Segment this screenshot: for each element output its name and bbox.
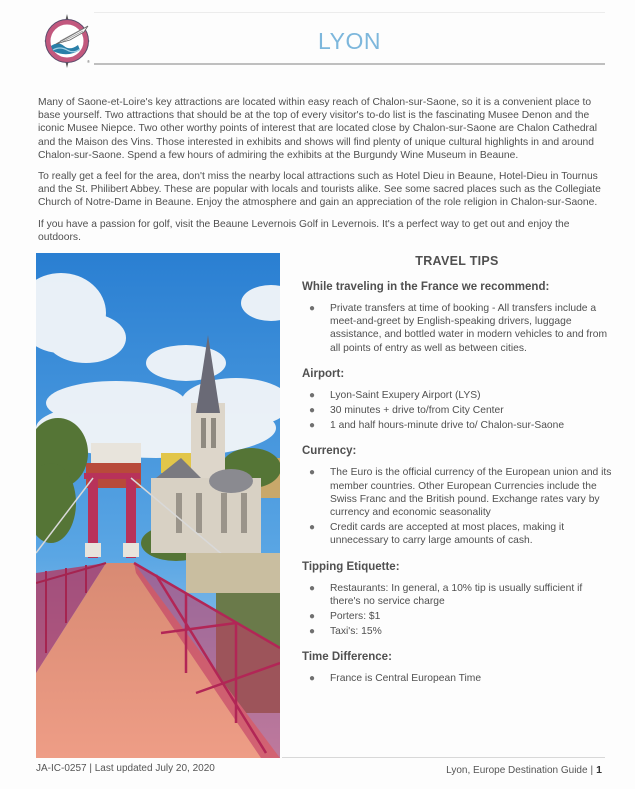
page-number: 1 — [596, 764, 602, 776]
list-item: ● Porters: $1 — [309, 611, 381, 623]
lyon-bridge-photo — [36, 253, 280, 758]
tips-heading-airport: Airport: — [302, 367, 345, 380]
bullet-icon: ● — [309, 420, 316, 432]
tips-heading-currency: Currency: — [302, 445, 357, 458]
tips-list-airport — [302, 389, 612, 433]
bullet-icon: ● — [309, 582, 316, 594]
travel-tips-section — [302, 254, 612, 699]
footer-guide-info — [446, 764, 602, 776]
tips-list-currency — [302, 466, 612, 547]
intro-paragraph: To really get a feel for the area, don't miss the nearby local attractions such as Hotel Dieu in Beaune, Hotel-Dieu in Tournus and the St. Philibert Abbey. These are popular with locals and tourists alike. See some sacred places such as the Collegiate Church of Notre-Dame in Beaune. Enjoy the atmosphere and gain an appreciation of the role religion in Chalon-sur-Saone. — [38, 171, 601, 209]
bullet-icon: ● — [309, 626, 316, 638]
footer-divider — [282, 757, 605, 758]
intro-paragraph: If you have a passion for golf, visit the Beaune Levernois Golf in Levernois. It's a perfect way to get out and enjoy the outdoors. — [38, 218, 570, 243]
list-item: ● Credit cards are accepted at most places, making it unnecessary to carry large amounts of cash. — [309, 522, 565, 547]
tips-heading-tipping: Tipping Etiquette: — [302, 560, 400, 573]
tips-heading-recommend: While traveling in the France we recommend: — [302, 281, 550, 293]
list-item: ● Restaurants: In general, a 10% tip is usually sufficient if there's no service charge — [309, 582, 583, 607]
intro-paragraph: Many of Saone-et-Loire's key attractions are located within easy reach of Chalon-sur-Saone, so it is a convenient place to base yourself. Two attractions that should be at the top of every visitor's to-do list is the fascinating Musee Denon and the iconic Musee Niepce. Two other worthy points of interest that are located close by Chalon-sur-Saone are Chalon Cathedral and the Maison des Vins. Those interested in exhibits and shows will find plenty of unique cultural highlights in and around Chalon-sur-Saone. Spend a few hours of admiring the exhibits at the Burgundy Wine Museum in Beaune. — [38, 97, 598, 161]
footer-guide-title: Lyon, Europe Destination Guide — [446, 765, 588, 776]
list-item: ● France is Central European Time — [309, 673, 482, 685]
intro-section — [38, 96, 612, 252]
list-item: ● 30 minutes + drive to/from City Center — [309, 405, 504, 417]
svg-text:®: ® — [87, 59, 90, 64]
header-divider — [94, 63, 605, 65]
list-item: ● The Euro is the official currency of the European union and its member countries. Other European Currencies include the Swiss Franc and the British pound. Exchange rates vary by currency and economic seasonality — [309, 467, 612, 519]
bullet-icon: ● — [309, 303, 316, 314]
travel-tips-title: TRAVEL TIPS — [415, 254, 499, 268]
list-item: ● Taxi's: 15% — [309, 626, 382, 638]
bullet-icon: ● — [309, 389, 316, 401]
tips-list-recommend — [302, 302, 612, 355]
compass-ship-logo-icon — [40, 14, 98, 68]
footer-doc-id: JA-IC-0257 | Last updated July 20, 2020 — [36, 763, 215, 774]
tips-heading-time: Time Difference: — [302, 651, 392, 664]
bullet-icon: ● — [309, 405, 316, 417]
bullet-icon: ● — [309, 673, 316, 685]
list-item: ● Private transfers at time of booking - All transfers include a meet-and-greet by English-speaking drivers, luggage assistance, and bottled water in modern vehicles to and from all points of entry as well as between cities. — [309, 303, 608, 354]
list-item: ● 1 and half hours-minute drive to/ Chalon-sur-Saone — [309, 420, 565, 432]
bullet-icon: ● — [309, 611, 316, 623]
header-top-rule — [94, 12, 605, 13]
bullet-icon: ● — [309, 467, 316, 479]
tips-list-time — [302, 672, 612, 685]
bullet-icon: ● — [309, 522, 316, 534]
page-title: LYON — [318, 28, 381, 54]
tips-list-tipping — [302, 582, 612, 639]
footer-separator: | — [590, 765, 594, 776]
list-item: ● Lyon-Saint Exupery Airport (LYS) — [309, 389, 481, 401]
